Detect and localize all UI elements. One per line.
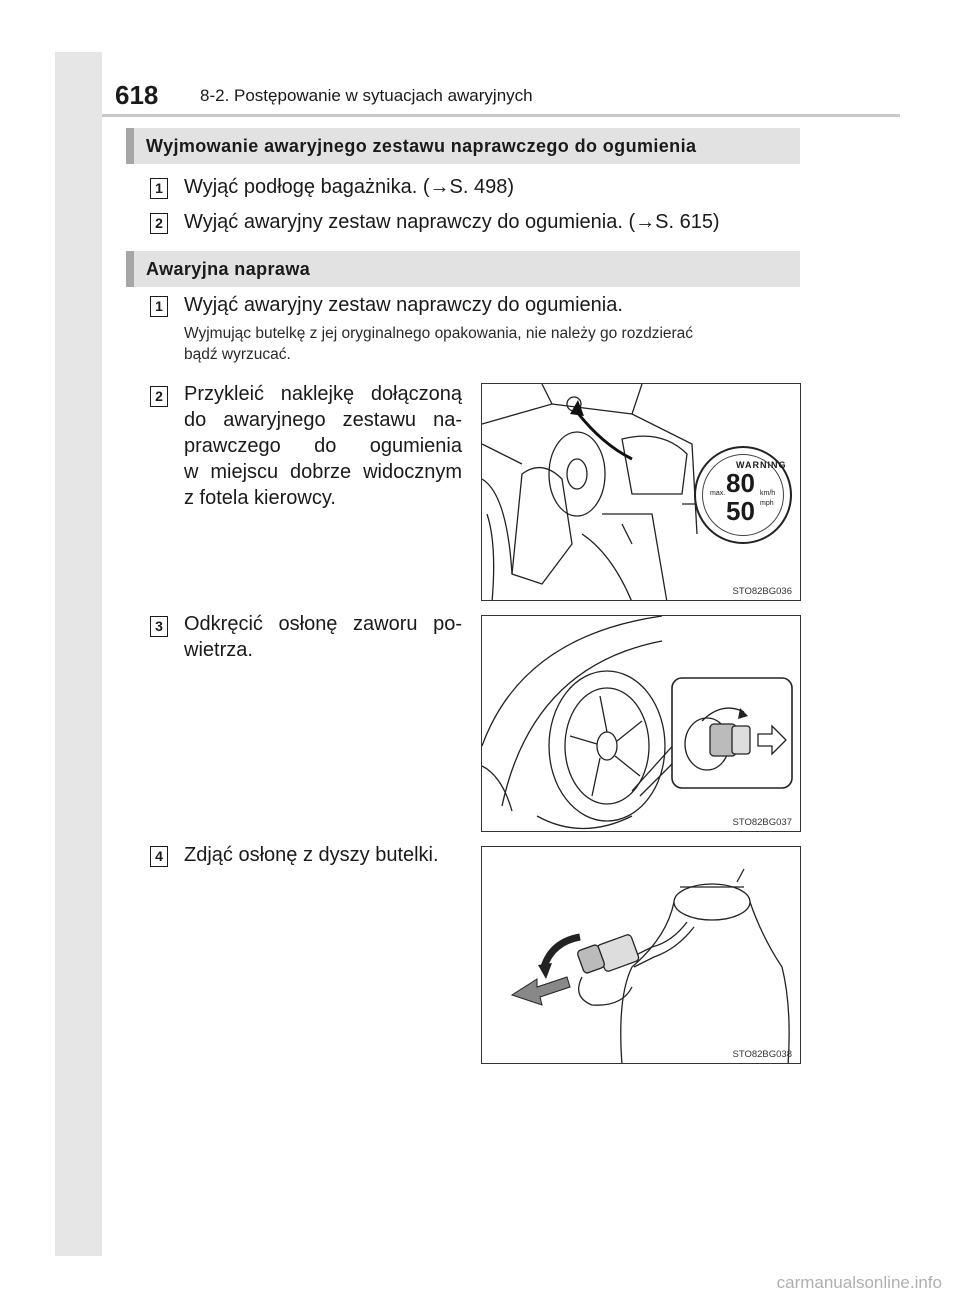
step-text xyxy=(184,381,462,511)
section-heading-repair xyxy=(126,251,800,287)
step-text: Wyjąć podłogę bagażnika. (→S. 498) xyxy=(184,176,514,198)
sticker-unit-mph: mph xyxy=(760,500,774,507)
text-line: w miejscu dobrze widocznym xyxy=(184,461,462,483)
step-number-badge: 2 xyxy=(150,386,168,407)
text-line: Odkręcić osłonę zaworu po- xyxy=(184,613,462,635)
step-note xyxy=(184,323,804,365)
chapter-title: 8-2. Postępowanie w sytuacjach awaryjnych xyxy=(200,86,533,105)
section-heading-text: Awaryjna naprawa xyxy=(146,259,311,279)
step-number-badge: 3 xyxy=(150,616,168,637)
text-line: z fotela kierowcy. xyxy=(184,487,336,509)
step-number-badge: 1 xyxy=(150,178,168,199)
note-line: bądź wyrzucać. xyxy=(184,346,291,363)
wheel-illustration xyxy=(482,616,801,832)
text-line: wietrza. xyxy=(184,639,253,661)
figure-valve-cap xyxy=(481,615,801,832)
sticker-warning-text: WARNING xyxy=(736,460,787,470)
step-text: Wyjąć awaryjny zestaw naprawczy do ogumienia. xyxy=(184,294,623,316)
text-line: do awaryjnego zestawu na- xyxy=(184,409,462,431)
note-line: Wyjmując butelkę z jej oryginalnego opakowania, nie należy go rozdzierać xyxy=(184,325,694,342)
step-number-badge: 2 xyxy=(150,213,168,234)
step-text: Zdjąć osłonę z dyszy butelki. xyxy=(184,844,439,866)
step-text xyxy=(184,611,462,663)
step-number-badge: 4 xyxy=(150,846,168,867)
section-heading-text: Wyjmowanie awaryjnego zestawu naprawczego do ogumienia xyxy=(146,136,697,156)
text-line: Przykleić naklejkę dołączoną xyxy=(184,383,462,405)
section-heading-removal xyxy=(126,128,800,164)
sticker-speed-mph: 50 xyxy=(726,496,755,526)
step-text: Wyjąć awaryjny zestaw naprawczy do ogumienia. (→S. 615) xyxy=(184,211,720,233)
sticker-unit-kmh: km/h xyxy=(760,490,776,497)
figure-code: STO82BG038 xyxy=(732,1049,792,1060)
text-line: prawczego do ogumienia xyxy=(184,435,462,457)
sticker-max-label: max. xyxy=(710,490,726,497)
bottle-illustration xyxy=(482,847,801,1064)
header-divider xyxy=(102,114,900,117)
figure-nozzle-cap xyxy=(481,846,801,1064)
warning-sticker xyxy=(694,446,792,544)
figure-code: STO82BG036 xyxy=(732,586,792,597)
figure-code: STO82BG037 xyxy=(732,817,792,828)
figure-sticker-placement xyxy=(481,383,801,601)
side-tab-strip xyxy=(55,52,102,1256)
step-number-badge: 1 xyxy=(150,296,168,317)
sticker-speed-kmh: 80 xyxy=(726,468,755,498)
page-number: 618 xyxy=(115,80,159,110)
watermark: carmanualsonline.info xyxy=(776,1273,942,1292)
